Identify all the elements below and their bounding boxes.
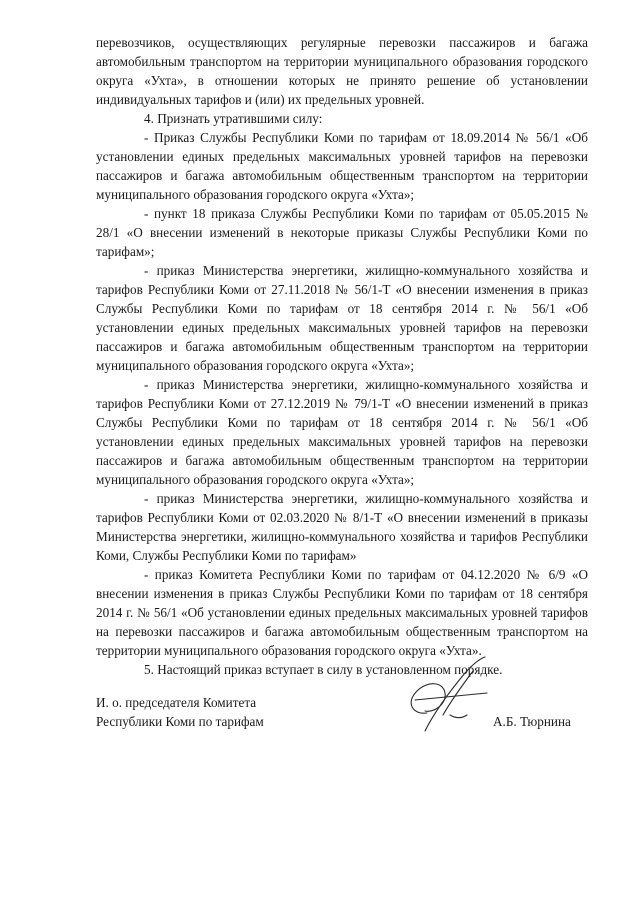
paragraph-repealed-order-3: - приказ Министерства энергетики, жилищно-коммунального хозяйства и тарифов Республики Коми от 27.11.2018 № 56/1-Т «О внесении изменения в приказ Службы Республики Коми по тарифам от 18 сентября 2014 г. № 56/1 «Об установлении единых предельных максимальных уровней тарифов на перевозки пассажиров и багажа автомобильным общественным транспортом на территории муниципального образования городского округа «Ухта»; <box>96 263 588 373</box>
paragraph-repealed-order-1: - Приказ Службы Республики Коми по тарифам от 18.09.2014 № 56/1 «Об установлении единых предельных максимальных уровней тарифов на перевозки пассажиров и багажа автомобильным общественным транспортом на территории муниципального образования городского округа «Ухта»; <box>96 130 588 202</box>
signatory-position <box>96 693 264 731</box>
paragraph-repealed-order-5: - приказ Министерства энергетики, жилищно-коммунального хозяйства и тарифов Республики Коми от 02.03.2020 № 8/1-Т «О внесении изменений в приказы Министерства энергетики, жилищно-коммунального хозяйства и тарифов Республики Коми, Службы Республики Коми по тарифам» <box>96 491 588 563</box>
signatory-name: А.Б. Тюрнина <box>493 714 571 729</box>
paragraph-carrier-continuation: перевозчиков, осуществляющих регулярные перевозки пассажиров и багажа автомобильным транспортом на территории муниципального образования городского округа «Ухта», в отношении которых не принято решение об установлении индивидуальных тарифов и (или) их предельных уровней. <box>96 35 588 107</box>
document-body <box>96 33 588 679</box>
paragraph-item-4-heading: 4. Признать утратившими силу: <box>144 111 323 126</box>
paragraph-repealed-order-2: - пункт 18 приказа Службы Республики Коми по тарифам от 05.05.2015 № 28/1 «О внесении изменений в некоторые приказы Службы Республики Коми по тарифам»; <box>96 206 588 259</box>
signatory-position-line-2: Республики Коми по тарифам <box>96 714 264 729</box>
handwritten-signature <box>395 655 505 745</box>
paragraph-item-5-effective: 5. Настоящий приказ вступает в силу в установленном порядке. <box>144 662 503 677</box>
paragraph-repealed-order-6: - приказ Комитета Республики Коми по тарифам от 04.12.2020 № 6/9 «О внесении изменения в приказ Службы Республики Коми по тарифам от 18 сентября 2014 г. № 56/1 «Об установлении единых предельных максимальных уровней тарифов на перевозки пассажиров и багажа автомобильным общественным транспортом на территории муниципального образования городского округа «Ухта». <box>96 567 588 658</box>
signatory-position-line-1: И. о. председателя Комитета <box>96 695 257 710</box>
paragraph-repealed-order-4: - приказ Министерства энергетики, жилищно-коммунального хозяйства и тарифов Республики Коми от 27.12.2019 № 79/1-Т «О внесении изменений в приказ Службы Республики Коми по тарифам от 18 сентября 2014 г. № 56/1 «Об установлении единых предельных максимальных уровней тарифов на перевозки пассажиров и багажа автомобильным общественным транспортом на территории муниципального образования городского округа «Ухта»; <box>96 377 588 487</box>
